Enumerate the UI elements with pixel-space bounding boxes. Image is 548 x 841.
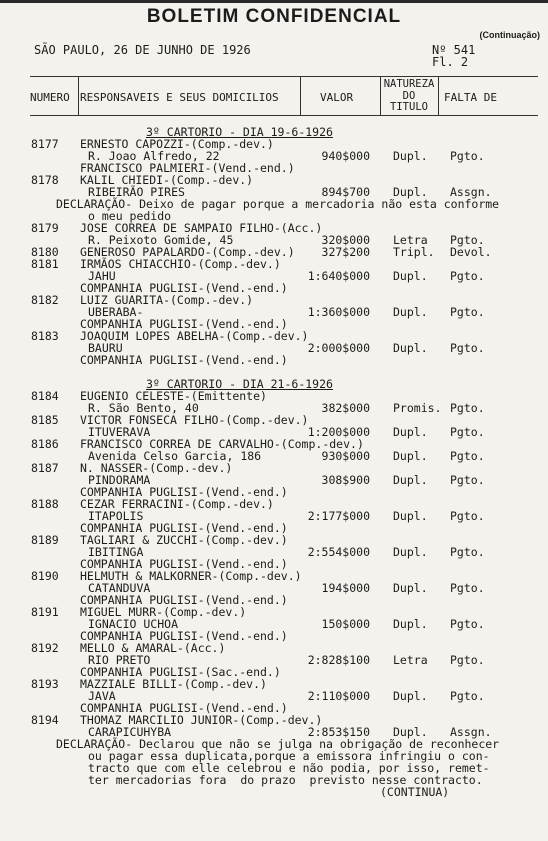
responsible-party: COMPANHIA PUGLISI-(Vend.-end.) <box>80 521 288 535</box>
failure-reason: Devol. <box>450 245 492 259</box>
title-nature: Dupl. <box>393 473 428 487</box>
responsible-party: IRMÃOS CHIACCHIO-(Comp.-dev.) <box>80 257 281 271</box>
title-nature: Dupl. <box>393 425 428 439</box>
failure-reason: Pgto. <box>450 617 485 631</box>
title-nature: Dupl. <box>393 305 428 319</box>
value: 194$000 <box>321 581 370 595</box>
value: 1:360$000 <box>307 305 370 319</box>
registry-heading: 3º CARTORIO - DIA 21-6-1926 <box>146 377 333 391</box>
value: 308$900 <box>321 473 370 487</box>
document-title: BOLETIM CONFIDENCIAL <box>146 6 402 27</box>
entry-number: 8194 <box>31 713 59 727</box>
responsible-party: COMPANHIA PUGLISI-(Vend.-end.) <box>80 485 288 499</box>
responsible-party: COMPANHIA PUGLISI-(Vend.-end.) <box>80 557 288 571</box>
failure-reason: Pgto. <box>450 509 485 523</box>
address-or-city: R. São Bento, 40 <box>88 401 199 415</box>
responsible-party: FRANCISCO PALMIERI-(Vend.-end.) <box>80 161 295 175</box>
address-or-city: tracto que com elle celebrou e não podia, por isso, remet- <box>88 761 490 775</box>
address-or-city: ter mercadorias fora do prazo previsto nesse contracto. <box>88 773 483 787</box>
responsible-party: LUIZ GUARITA-(Comp.-dev.) <box>80 293 254 307</box>
entry-number: 8190 <box>31 569 59 583</box>
value: 327$200 <box>321 245 370 259</box>
divider <box>78 77 79 115</box>
entry-number: 8191 <box>31 605 59 619</box>
value: 2:828$100 <box>307 653 370 667</box>
entry-number: 8182 <box>31 293 59 307</box>
title-nature: Dupl. <box>393 185 428 199</box>
entry-number: 8178 <box>31 173 59 187</box>
title-nature: Dupl. <box>393 269 428 283</box>
responsible-party: COMPANHIA PUGLISI-(Vend.-end.) <box>80 281 288 295</box>
responsible-party: CEZAR FERRACINI-(Comp.-dev.) <box>80 497 274 511</box>
continuation-note: (Continuação) <box>479 30 540 40</box>
responsible-party: HELMUTH & MALKORNER-(Comp.-dev.) <box>80 569 302 583</box>
title-nature: Dupl. <box>393 617 428 631</box>
title-nature: Letra <box>393 653 428 667</box>
responsible-party: MAZZIALE BILLI-(Comp.-dev.) <box>80 677 267 691</box>
value: 1:200$000 <box>307 425 370 439</box>
responsible-party: COMPANHIA PUGLISI-(Sac.-end.) <box>80 665 281 679</box>
title-nature: Dupl. <box>393 149 428 163</box>
failure-reason: Pgto. <box>450 269 485 283</box>
responsible-party: COMPANHIA PUGLISI-(Vend.-end.) <box>80 353 288 367</box>
address-or-city: ITAPOLIS <box>88 509 144 523</box>
title-nature: Dupl. <box>393 581 428 595</box>
responsible-party: MIGUEL MURR-(Comp.-dev.) <box>80 605 247 619</box>
failure-reason: Assgn. <box>450 185 492 199</box>
value: 930$000 <box>321 449 370 463</box>
entry-number: 8180 <box>31 245 59 259</box>
responsible-party: GENEROSO PAPALARDO-(Comp.-dev.) <box>80 245 295 259</box>
address-or-city: o meu pedido <box>88 209 172 223</box>
failure-reason: Pgto. <box>450 545 485 559</box>
entry-number: 8189 <box>31 533 59 547</box>
declaration: DECLARAÇÃO- Deixo de pagar porque a mercadoria não esta conforme <box>56 197 500 211</box>
title-nature: Dupl. <box>393 725 428 739</box>
address-or-city: UBERABA- <box>88 305 144 319</box>
responsible-party: EUGENIO CELESTE-(Emittente) <box>80 389 267 403</box>
failure-reason: Pgto. <box>450 341 485 355</box>
failure-reason: Pgto. <box>450 233 485 247</box>
responsible-party: THOMAZ MARCILIO JUNIOR-(Comp.-dev.) <box>80 713 323 727</box>
failure-reason: Assgn. <box>450 725 492 739</box>
value: 2:853$150 <box>307 725 370 739</box>
address-or-city: PINDORAMA <box>88 473 151 487</box>
responsible-party: TAGLIARI & ZUCCHI-(Comp.-dev.) <box>80 533 288 547</box>
value: 150$000 <box>321 617 370 631</box>
entry-number: 8179 <box>31 221 59 235</box>
responsible-party: COMPANHIA PUGLISI-(Vend.-end.) <box>80 629 288 643</box>
failure-reason: Pgto. <box>450 425 485 439</box>
address-or-city: ou pagar essa duplicata,porque a emissora infringiu o con- <box>88 749 490 763</box>
address-or-city: RIO PRETO <box>88 653 151 667</box>
address-or-city: CARAPICUHYBA <box>88 725 172 739</box>
entry-number: 8185 <box>31 413 59 427</box>
address-or-city: CATANDUVA <box>88 581 151 595</box>
failure-reason: Pgto. <box>450 149 485 163</box>
failure-reason: Pgto. <box>450 473 485 487</box>
bulletin-number: Nº 541 <box>432 43 476 57</box>
failure-reason: Pgto. <box>450 689 485 703</box>
title-nature: Dupl. <box>393 689 428 703</box>
value: 382$000 <box>321 401 370 415</box>
entry-number: 8183 <box>31 329 59 343</box>
address-or-city: IBITINGA <box>88 545 144 559</box>
entry-number: 8177 <box>31 137 59 151</box>
entry-number: 8181 <box>31 257 59 271</box>
address-or-city: R. Peixoto Gomide, 45 <box>88 233 234 247</box>
continues-note: (CONTINUA) <box>380 785 450 799</box>
responsible-party: ERNESTO CAPOZZI-(Comp.-dev.) <box>80 137 274 151</box>
entry-number: 8188 <box>31 497 59 511</box>
title-nature: Letra <box>393 233 428 247</box>
responsible-party: COMPANHIA PUGLISI-(Vend.-end.) <box>80 317 288 331</box>
failure-reason: Pgto. <box>450 449 485 463</box>
title-nature: Dupl. <box>393 341 428 355</box>
value: 2:554$000 <box>307 545 370 559</box>
failure-reason: Pgto. <box>450 401 485 415</box>
responsible-party: FRANCISCO CORREA DE CARVALHO-(Comp.-dev.) <box>80 437 364 451</box>
value: 894$700 <box>321 185 370 199</box>
entry-number: 8192 <box>31 641 59 655</box>
failure-reason: Pgto. <box>450 305 485 319</box>
address-or-city: JAVA <box>88 689 116 703</box>
divider <box>438 77 439 115</box>
entry-number: 8187 <box>31 461 59 475</box>
title-nature: Tripl. <box>393 245 435 259</box>
entry-number: 8184 <box>31 389 59 403</box>
responsible-party: MELLO & AMARAL-(Acc.) <box>80 641 226 655</box>
value: 940$000 <box>321 149 370 163</box>
declaration: DECLARAÇÃO- Declarou que não se julga na obrigação de reconhecer <box>56 737 500 751</box>
entry-number: 8193 <box>31 677 59 691</box>
responsible-party: COMPANHIA PUGLISI-(Vend.-end.) <box>80 701 288 715</box>
failure-reason: Pgto. <box>450 653 485 667</box>
title-nature: Dupl. <box>393 545 428 559</box>
table-header: NUMERO RESPONSAVEIS E SEUS DOMICILIOS VALOR NATUREZA DO TITULO FALTA DE <box>30 76 538 116</box>
sheet-number: Fl. 2 <box>432 55 469 69</box>
address-or-city: RIBEIRÃO PIRES <box>88 185 185 199</box>
value: 1:640$000 <box>307 269 370 283</box>
title-nature: Dupl. <box>393 449 428 463</box>
place-date: SÃO PAULO, 26 DE JUNHO DE 1926 <box>34 43 251 57</box>
responsible-party: JOSE CORREA DE SAMPAIO FILHO-(Acc.) <box>80 221 323 235</box>
address-or-city: IGNACIO UCHOA <box>88 617 179 631</box>
responsible-party: JOAQUIM LOPES ABELHA-(Comp.-dev.) <box>80 329 309 343</box>
address-or-city: JAHU <box>88 269 116 283</box>
entry-number: 8186 <box>31 437 59 451</box>
value: 320$000 <box>321 233 370 247</box>
top-rule <box>0 0 548 3</box>
responsible-party: N. NASSER-(Comp.-dev.) <box>80 461 233 475</box>
address-or-city: BAURU <box>88 341 123 355</box>
responsible-party: COMPANHIA PUGLISI-(Vend.-end.) <box>80 593 288 607</box>
registry-heading: 3º CARTORIO - DIA 19-6-1926 <box>146 125 333 139</box>
address-or-city: Avenida Celso Garcia, 186 <box>88 449 262 463</box>
title-nature: Promis. <box>393 401 442 415</box>
address-or-city: ITUVERAVA <box>88 425 151 439</box>
value: 2:000$000 <box>307 341 370 355</box>
divider <box>300 77 301 115</box>
value: 2:110$000 <box>307 689 370 703</box>
col-natureza: NATUREZA DO TITULO <box>383 78 435 113</box>
value: 2:177$000 <box>307 509 370 523</box>
failure-reason: Pgto. <box>450 581 485 595</box>
title-nature: Dupl. <box>393 509 428 523</box>
responsible-party: KALIL CHIEDI-(Comp.-dev.) <box>80 173 254 187</box>
address-or-city: R. Joao Alfredo, 22 <box>88 149 220 163</box>
responsible-party: VICTOR FONSECA FILHO-(Comp.-dev.) <box>80 413 309 427</box>
